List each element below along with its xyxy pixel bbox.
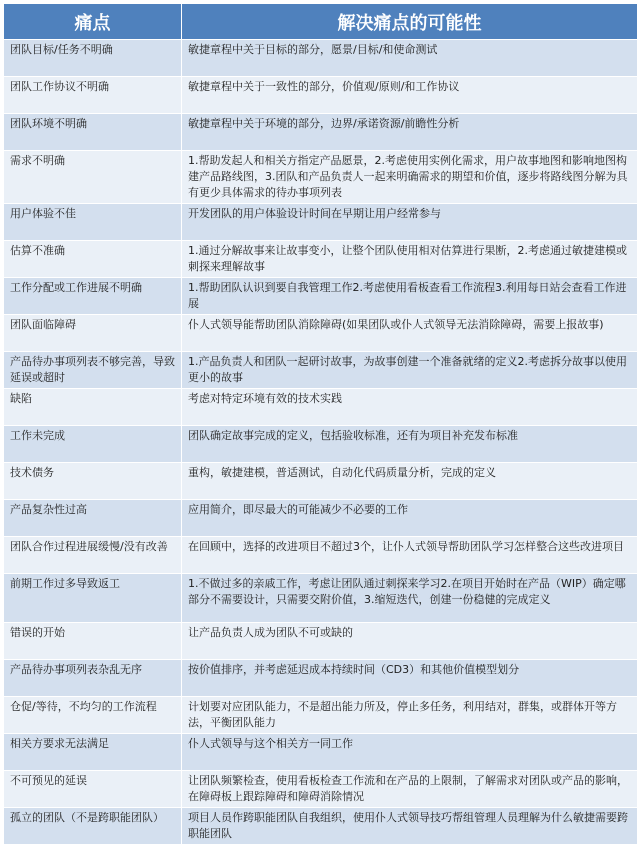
table-row bbox=[4, 623, 638, 660]
table-row bbox=[4, 151, 638, 204]
pain-point-cell: 不可预见的延误 bbox=[4, 771, 182, 808]
solution-cell: 项目人员作跨职能团队自我组织，使用仆人式领导技巧帮组管理人员理解为什么敏捷需要跨职能团队 bbox=[182, 808, 638, 845]
table-row bbox=[4, 204, 638, 241]
solution-cell: 开发团队的用户体验设计时间在早期让用户经常参与 bbox=[182, 204, 638, 241]
pain-point-cell: 产品待办事项列表不够完善，导致延误或超时 bbox=[4, 352, 182, 389]
pain-point-cell: 团队目标/任务不明确 bbox=[4, 40, 182, 77]
table-row bbox=[4, 537, 638, 574]
solution-cell: 考虑对特定环境有效的技术实践 bbox=[182, 389, 638, 426]
solution-cell: 1.帮助团队认识到要自我管理工作2.考虑使用看板查看工作流程3.利用每日站会查看工作进展 bbox=[182, 278, 638, 315]
pain-point-cell: 前期工作过多导致返工 bbox=[4, 574, 182, 623]
table-body bbox=[4, 40, 638, 845]
solution-cell: 仆人式领导能帮助团队消除障碍(如果团队或仆人式领导无法消除障碍，需要上报故事) bbox=[182, 315, 638, 352]
pain-point-cell: 团队环境不明确 bbox=[4, 114, 182, 151]
table-row bbox=[4, 278, 638, 315]
header-solution: 解决痛点的可能性 bbox=[182, 4, 638, 40]
solution-cell: 计划要对应团队能力，不是超出能力所及，停止多任务，利用结对，群集，或群体开等方法，平衡团队能力 bbox=[182, 697, 638, 734]
table-row bbox=[4, 241, 638, 278]
pain-point-cell: 团队面临障碍 bbox=[4, 315, 182, 352]
solution-cell: 应用简介，即尽最大的可能减少不必要的工作 bbox=[182, 500, 638, 537]
solution-cell: 重构，敏捷建模，普适测试，自动化代码质量分析，完成的定义 bbox=[182, 463, 638, 500]
pain-point-cell: 团队工作协议不明确 bbox=[4, 77, 182, 114]
solution-cell: 按价值排序，并考虑延迟成本持续时间（CD3）和其他价值模型划分 bbox=[182, 660, 638, 697]
table-row bbox=[4, 660, 638, 697]
solution-cell: 1.帮助发起人和相关方指定产品愿景，2.考虑使用实例化需求，用户故事地图和影响地图构建产品路线图，3.团队和产品负责人一起来明确需求的期望和价值，逐步将路线图分解为具有更少具体需求的待办事项列表 bbox=[182, 151, 638, 204]
pain-point-cell: 需求不明确 bbox=[4, 151, 182, 204]
solution-cell: 1.不做过多的亲戚工作，考虑让团队通过刺探来学习2.在项目开始时在产品（WIP）确定哪部分不需要设计，只需要交附价值，3.缩短迭代，创建一份稳健的完成定义 bbox=[182, 574, 638, 623]
solution-cell: 敏捷章程中关于环境的部分，边界/承诺资源/前瞻性分析 bbox=[182, 114, 638, 151]
table-row bbox=[4, 352, 638, 389]
table-row bbox=[4, 426, 638, 463]
solution-cell: 敏捷章程中关于一致性的部分，价值观/原则/和工作协议 bbox=[182, 77, 638, 114]
pain-point-cell: 用户体验不佳 bbox=[4, 204, 182, 241]
solution-cell: 团队确定故事完成的定义，包括验收标准，还有为项目补充发布标准 bbox=[182, 426, 638, 463]
pain-point-table bbox=[3, 3, 638, 845]
solution-cell: 在回顾中，选择的改进项目不超过3个，让仆人式领导帮助团队学习怎样整合这些改进项目 bbox=[182, 537, 638, 574]
table-row bbox=[4, 77, 638, 114]
solution-cell: 让团队频繁检查，使用看板检查工作流和在产品的上限制，了解需求对团队或产品的影响，在障碍板上跟踪障碍和障碍消除情况 bbox=[182, 771, 638, 808]
solution-cell: 让产品负责人成为团队不可或缺的 bbox=[182, 623, 638, 660]
table-row bbox=[4, 40, 638, 77]
pain-point-cell: 产品待办事项列表杂乱无序 bbox=[4, 660, 182, 697]
solution-cell: 1.通过分解故事来让故事变小，让整个团队使用相对估算进行果断，2.考虑通过敏捷建模或刺探来理解故事 bbox=[182, 241, 638, 278]
solution-cell: 敏捷章程中关于目标的部分，愿景/目标/和使命测试 bbox=[182, 40, 638, 77]
solution-cell: 1.产品负责人和团队一起研讨故事，为故事创建一个准备就绪的定义2.考虑拆分故事以使用更小的故事 bbox=[182, 352, 638, 389]
pain-point-cell: 错误的开始 bbox=[4, 623, 182, 660]
pain-point-cell: 仓促/等待，不均匀的工作流程 bbox=[4, 697, 182, 734]
pain-point-cell: 缺陷 bbox=[4, 389, 182, 426]
pain-point-table-container bbox=[3, 3, 637, 840]
pain-point-cell: 产品复杂性过高 bbox=[4, 500, 182, 537]
table-row bbox=[4, 697, 638, 734]
pain-point-cell: 工作未完成 bbox=[4, 426, 182, 463]
table-row bbox=[4, 389, 638, 426]
table-row bbox=[4, 808, 638, 845]
table-row bbox=[4, 500, 638, 537]
pain-point-cell: 技术债务 bbox=[4, 463, 182, 500]
pain-point-cell: 工作分配或工作进展不明确 bbox=[4, 278, 182, 315]
table-row bbox=[4, 574, 638, 623]
solution-cell: 仆人式领导与这个相关方一同工作 bbox=[182, 734, 638, 771]
table-row bbox=[4, 734, 638, 771]
table-row bbox=[4, 114, 638, 151]
pain-point-cell: 孤立的团队（不是跨职能团队） bbox=[4, 808, 182, 845]
pain-point-cell: 估算不准确 bbox=[4, 241, 182, 278]
table-header-row bbox=[4, 4, 638, 40]
pain-point-cell: 相关方要求无法满足 bbox=[4, 734, 182, 771]
table-row bbox=[4, 463, 638, 500]
header-pain-point: 痛点 bbox=[4, 4, 182, 40]
table-row bbox=[4, 315, 638, 352]
pain-point-cell: 团队合作过程进展缓慢/没有改善 bbox=[4, 537, 182, 574]
table-row bbox=[4, 771, 638, 808]
